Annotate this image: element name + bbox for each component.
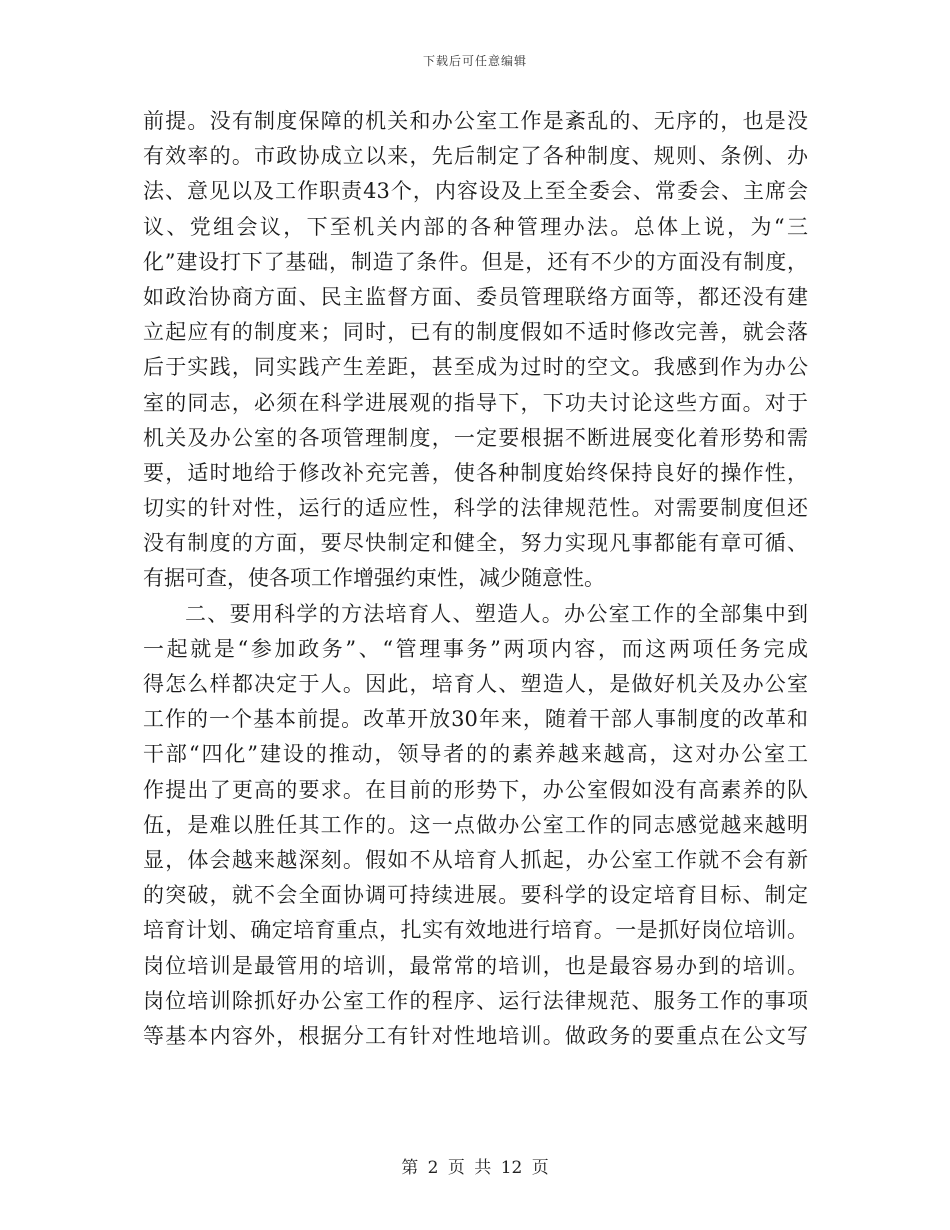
page-header: 下载后可任意编辑 <box>422 54 527 68</box>
text-line: 有效率的。市政协成立以来，先后制定了各种制度、规则、条例、办 <box>143 144 808 169</box>
text-line: 干部“四化”建设的推动，领导者的的素养越来越高，这对办公室工 <box>143 742 808 767</box>
text-line: 作提出了更高的要求。在目前的形势下，办公室假如没有高素养的队 <box>143 777 808 802</box>
text-line: 立起应有的制度来；同时，已有的制度假如不适时修改完善，就会落 <box>143 320 808 345</box>
text-line: 等基本内容外，根据分工有针对性地培训。做政务的要重点在公文写 <box>143 1023 808 1048</box>
page-number: 第 2 页 共 12 页 <box>401 1158 549 1178</box>
text-line: 后于实践，同实践产生差距，甚至成为过时的空文。我感到作为办公 <box>143 355 808 380</box>
text-line: 要，适时地给于修改补充完善，使各种制度始终保持良好的操作性， <box>143 460 808 485</box>
text-line: 工作的一个基本前提。改革开放30年来，随着干部人事制度的改革和 <box>143 707 808 732</box>
text-line: 有据可查，使各项工作增强约束性，减少随意性。 <box>143 566 605 591</box>
text-line: 议、党组会议，下至机关内部的各种管理办法。总体上说，为“三 <box>143 214 808 239</box>
text-line: 没有制度的方面，要尽快制定和健全，努力实现凡事都能有章可循、 <box>143 531 808 556</box>
text-line: 培育计划、确定培育重点，扎实有效地进行培育。一是抓好岗位培训。 <box>143 918 808 943</box>
text-line: 伍，是难以胜任其工作的。这一点做办公室工作的同志感觉越来越明 <box>143 812 808 837</box>
text-line: 室的同志，必须在科学进展观的指导下，下功夫讨论这些方面。对于 <box>143 390 808 415</box>
text-line: 法、意见以及工作职责43个，内容设及上至全委会、常委会、主席会 <box>143 179 808 204</box>
text-line: 前提。没有制度保障的机关和办公室工作是紊乱的、无序的，也是没 <box>143 109 808 133</box>
text-line: 机关及办公室的各项管理制度，一定要根据不断进展变化着形势和需 <box>143 425 808 450</box>
document-body <box>143 104 808 1054</box>
text-line: 岗位培训除抓好办公室工作的程序、运行法律规范、服务工作的事项 <box>143 988 808 1013</box>
text-line: 得怎么样都决定于人。因此，培育人、塑造人，是做好机关及办公室 <box>143 672 808 696</box>
text-line: 的突破，就不会全面协调可持续进展。要科学的设定培育目标、制定 <box>143 883 808 908</box>
text-line: 如政治协商方面、民主监督方面、委员管理联络方面等，都还没有建 <box>143 284 808 309</box>
paragraph-start-line: 二、要用科学的方法培育人、塑造人。办公室工作的全部集中到 <box>185 601 808 626</box>
text-line: 岗位培训是最管用的培训，最常常的培训，也是最容易办到的培训。 <box>143 953 808 978</box>
text-line: 化”建设打下了基础，制造了条件。但是，还有不少的方面没有制度， <box>143 249 808 274</box>
text-line: 显，体会越来越深刻。假如不从培育人抓起，办公室工作就不会有新 <box>143 847 808 872</box>
text-line: 一起就是“参加政务”、“管理事务”两项内容，而这两项任务完成 <box>143 636 808 661</box>
text-line: 切实的针对性，运行的适应性，科学的法律规范性。对需要制度但还 <box>143 496 808 521</box>
